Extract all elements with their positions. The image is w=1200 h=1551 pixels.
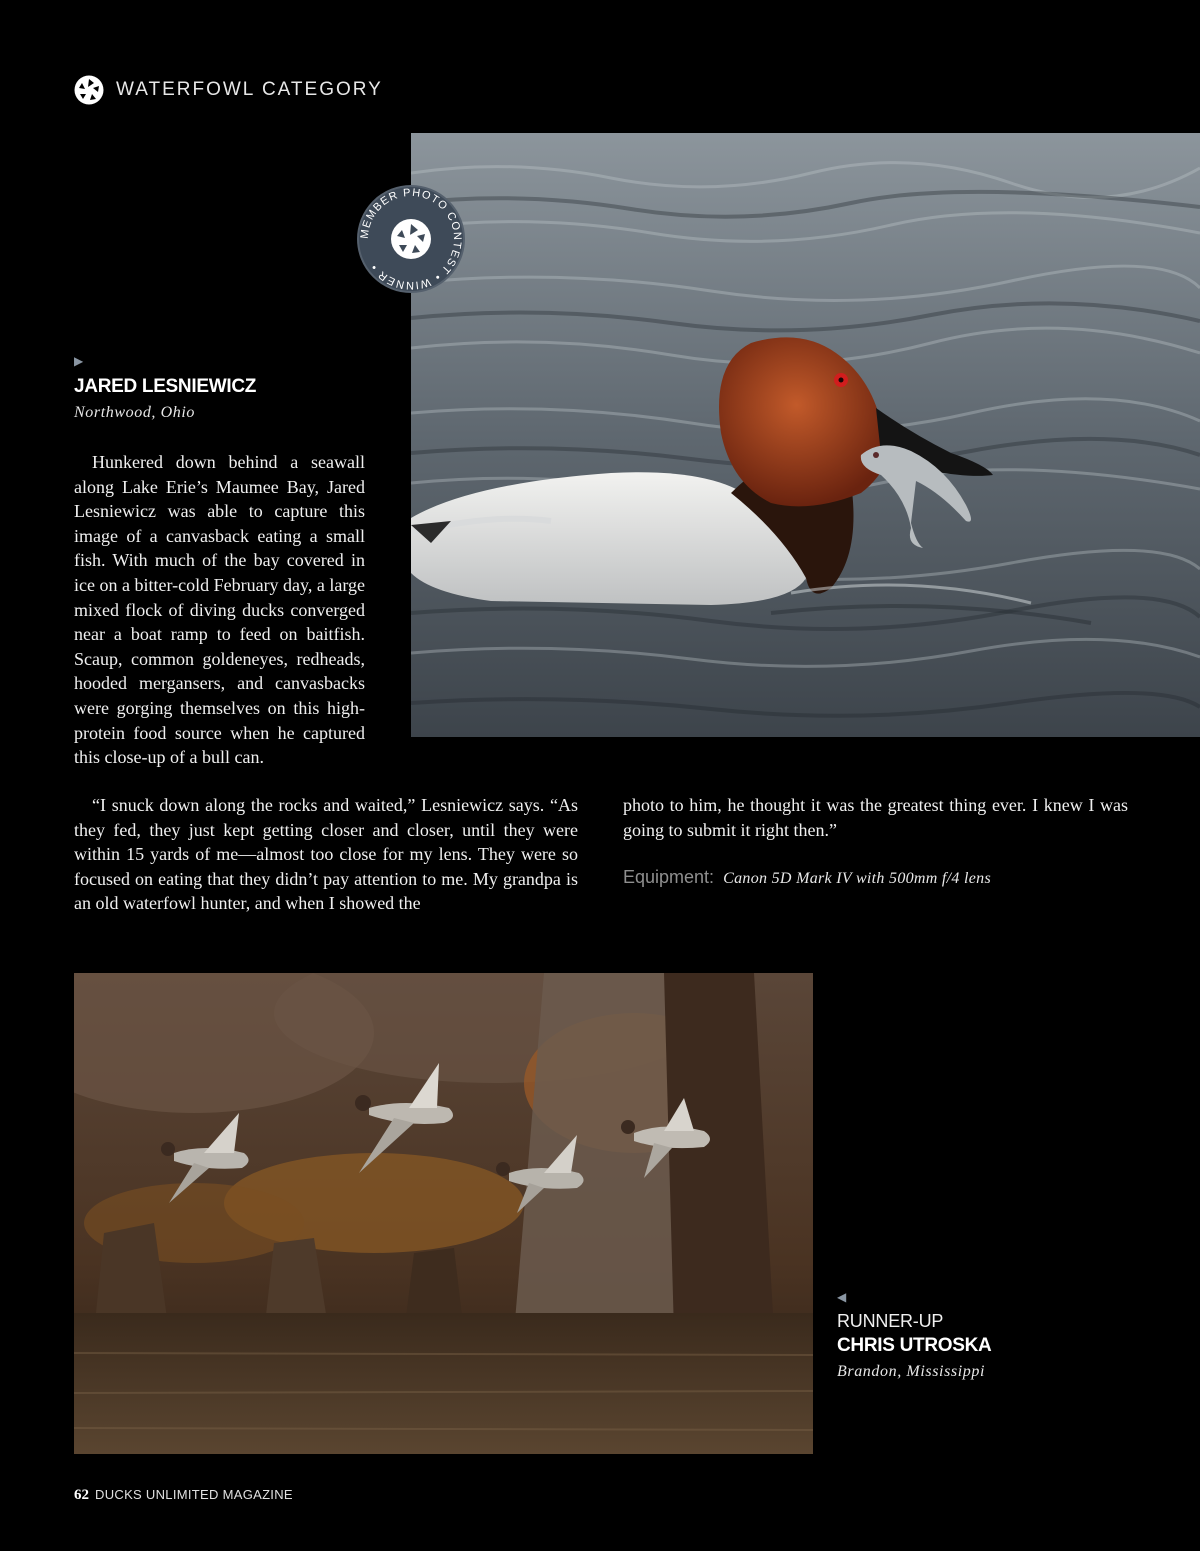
runner-up-name: CHRIS UTROSKA — [837, 1335, 992, 1356]
article-paragraph-2: “I snuck down along the rocks and waited,” Lesniewicz says. “As they fed, they just kept getting closer and closer, until they were within 15 yards of me—almost too close for my lens. They were so focused on eating that they didn’t pay attention to me. My grandpa is an old waterfowl hunter, and when I showed the — [74, 795, 578, 914]
page-footer — [74, 1487, 293, 1504]
runner-up-label: RUNNER-UP — [837, 1311, 944, 1331]
publication-name: DUCKS UNLIMITED MAGAZINE — [95, 1487, 293, 1502]
winner-name: JARED LESNIEWICZ — [74, 376, 257, 397]
equipment-line — [623, 867, 991, 888]
contest-winner-badge — [356, 184, 466, 294]
equipment-label: Equipment: — [623, 867, 715, 887]
article-paragraph-3: photo to him, he thought it was the greatest thing ever. I knew I was going to submit it right then.” — [623, 795, 1128, 840]
camera-aperture-icon — [391, 219, 431, 259]
winner-pointer-arrow-icon: ▶ — [74, 354, 84, 368]
camera-aperture-icon — [74, 75, 104, 105]
runner-up-location: Brandon, Mississippi — [837, 1363, 986, 1380]
equipment-value: Canon 5D Mark IV with 500mm f/4 lens — [723, 870, 991, 887]
section-header — [74, 74, 383, 106]
canvasback-photo — [411, 133, 1200, 737]
pintails-photo — [74, 973, 813, 1454]
category-title: WATERFOWL CATEGORY — [116, 79, 383, 100]
article-paragraph-1: Hunkered down behind a seawall along Lake Erie’s Maumee Bay, Jared Lesniewicz was able to capture this image of a canvasback eating a small fish. With much of the bay covered in ice on a bitter-cold February day, a large mixed flock of diving ducks converged near a boat ramp to feed on baitfish. Scaup, common goldeneyes, redheads, hooded mergansers, and canvasbacks were gorging themselves on this high-protein food source when he captured this close-up of a bull can. — [74, 452, 366, 768]
winner-location: Northwood, Ohio — [74, 404, 196, 421]
runner-up-pointer-arrow-icon: ◀ — [837, 1290, 847, 1304]
page-number: 62 — [74, 1487, 89, 1503]
badge-arc-text: MEMBER PHOTO CONTEST • WINNER • — [358, 186, 464, 292]
